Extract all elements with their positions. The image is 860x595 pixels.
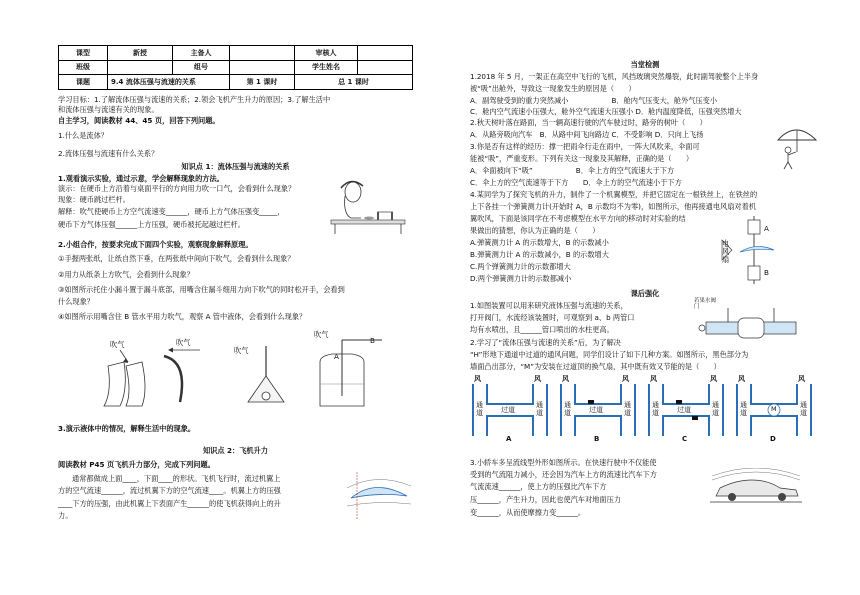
learning-goals-cont: 和流体压强与流速有关的现象。 [58, 105, 159, 114]
experiment-4: ④如图所示用嘴含住 B 管水平用力吹气，观察 A 管中液体，会看到什么现象？ [58, 312, 307, 321]
right-column [470, 0, 820, 595]
test-q1-cont: 被“吸”出舱外，导致这一现象发生的原因是（ ） [470, 84, 636, 93]
tunnel-option-c [646, 376, 726, 446]
experiment-1: ①手握两张纸，让纸自然下垂，在两张纸中间向下吹气，会看到什么现象？ [58, 254, 295, 263]
test-q4-cont2: 翼吹风，下面是该同学在不考虑模型在水平方向的移动时对实验的结 [470, 214, 686, 223]
test-q1-ab: A．副驾驶受到的重力突然减小 B．舱内气压变大，舱外气压变小 [470, 96, 718, 105]
wind-label: 风 [738, 375, 745, 383]
blow-label-4: 吹气 [314, 330, 329, 339]
header-cell: 主备人 [173, 46, 230, 61]
test-q4: 4.某同学为了探究飞机的升力，制作了一个机翼模型，并把它固定在一根铁丝上，在铁丝的 [470, 190, 758, 199]
test-q3-cd: C．伞上方的空气流速等于下方 D．伞上方的空气流速小于下方 [470, 178, 682, 187]
corridor-label: 过道 [501, 406, 515, 414]
blow-label-3: 吹气 [234, 346, 249, 355]
phenomenon-text: 现象：硬币跳过栏杆。 [58, 195, 130, 204]
wind-label: 风 [710, 375, 717, 383]
left-column [58, 0, 413, 595]
experiment-3: ③如图所示托住小漏斗置于漏斗底部，用嘴含住漏斗细用力向下吹气的同时松开手，会看到 [58, 285, 345, 294]
group-heading: 2.小组合作，按要求完成下面四个实验，观察现象解释原理。 [58, 240, 253, 249]
test-q3-cont: 能被“吸”，严重变形。下列有关这一现象及其解释，正确的是（ ） [470, 154, 694, 163]
passage-label: 通道 [712, 401, 719, 417]
option-letter: C [682, 435, 688, 443]
fan-m-label: M [771, 405, 777, 413]
test-q4-b: B.弹簧测力计 A 的示数减小，B 的示数增大 [470, 250, 609, 259]
passage-label: 通道 [800, 401, 807, 417]
corridor-label: 过道 [677, 406, 691, 414]
question-2: 2.流体压强与流速有什么关系？ [58, 149, 159, 158]
after-q2: 2.学习了“流体压强与流速的关系”后，为了解决 [470, 338, 621, 347]
after-q2-cont: “H”形地下通道中过道的通风问题，同学们设计了如下几种方案。如图所示，黑色部分为 [470, 350, 749, 359]
scale-b-label: B [764, 268, 769, 277]
car-illustration [706, 468, 806, 508]
test-q2: 2.秋天树叶落在路面，当一辆高速行驶的汽车驶过时，路旁的树叶（ ） [470, 118, 707, 127]
test-q4-cont1: 上下各挂一个弹簧测力计(开始时 A，B 示数均不为零)，如图所示，他再接通电风扇对着机 [470, 202, 756, 211]
learning-goals: 学习目标：1.了解流体压强与流速的关系；2.领会飞机产生升力的原因；3.了解生活中 [58, 95, 331, 104]
header-cell: 学生姓名 [295, 60, 358, 75]
tunnel-option-d [734, 376, 814, 446]
fan-label: 电风扇 [722, 239, 730, 264]
header-cell [358, 46, 413, 61]
tube-a-label: A [334, 352, 339, 361]
test-q3-ab: A．伞面被向下“吸” B．伞上方的空气流速大于下方 [470, 166, 675, 175]
tunnel-option-a [470, 376, 550, 446]
after-q3: 3.小轿车多呈流线型外形如图所示。在快速行驶中不仅能使 [470, 458, 657, 467]
option-letter: D [770, 435, 776, 443]
header-cell: 新授 [108, 46, 173, 61]
test-q4-d: D.两个弹簧测力计的示数都减小 [470, 274, 572, 283]
option-letter: B [594, 435, 600, 443]
experiment-3-cont: 什么现象？ [58, 297, 94, 306]
wind-label: 风 [622, 375, 629, 383]
test-q4-c: C.两个弹簧测力计的示数都增大 [470, 262, 571, 271]
experiments-illustration [98, 332, 398, 410]
question-3: 3.演示液体中的情况，解释生活中的现象。 [58, 424, 196, 433]
header-cell: 9.4 流体压强与流速的关系 [108, 75, 230, 90]
after-q1-cont2: 均有水喷出，且______管口喷出的水柱更高。 [470, 325, 614, 334]
umbrella-illustration [770, 122, 820, 170]
wind-label: 风 [798, 375, 805, 383]
test-q2-options: A．从路旁吸向汽车 B．从路中间飞向路边 C．不受影响 D．只向上飞扬 [470, 130, 704, 139]
option-letter: A [506, 435, 512, 443]
wing-line-4: 力。 [58, 511, 73, 520]
pipe-illustration [698, 304, 802, 346]
after-q1-cont: 打开阀门，水流经该装置时，可观察到 a、b 两管口 [470, 313, 635, 322]
wing-line-3: ____下方的压强，由此机翼上下表面产生______的使飞机获得向上的升 [58, 499, 281, 508]
in-class-test-heading: 当堂检测 [630, 60, 660, 69]
tunnel-option-b [558, 376, 638, 446]
wing-line-1: 通常都做成上面____，下面____的形状。飞机飞行时，流过机翼上 [72, 474, 281, 483]
header-cell [108, 60, 173, 75]
wind-label: 风 [650, 375, 657, 383]
header-cell: 审核人 [295, 46, 358, 61]
valve-label: 若果水阀门 [694, 298, 717, 311]
wing-illustration [345, 470, 413, 522]
header-row-3 [59, 75, 413, 90]
observe-heading: 1.观看演示实验，通过示意，学会解释现象的方法。 [58, 174, 224, 183]
tube-b-label: B [370, 336, 375, 345]
header-cell [358, 60, 413, 75]
passage-label: 通道 [624, 401, 631, 417]
passage-label: 通道 [652, 401, 659, 417]
header-cell: 第 1 课时 [230, 75, 295, 90]
header-cell [230, 46, 295, 61]
wind-label: 风 [534, 375, 541, 383]
explanation-line-1: 解释：吹气使硬币上方空气流速变______，硬币上方气体压强变_____， [58, 207, 285, 216]
test-q4-cont3: 果做出的猜想，你认为正确的是（ ） [470, 226, 600, 235]
explanation-line-2: 硬币下方气体压强______上方压强，硬币被托起越过栏杆。 [58, 220, 245, 229]
header-table [58, 45, 413, 90]
header-cell: 班级 [59, 60, 108, 75]
tunnel-options [470, 376, 820, 446]
passage-label: 通道 [476, 401, 483, 417]
blow-label-2: 吹气 [176, 338, 191, 347]
corridor-label: 过道 [589, 406, 603, 414]
knowledge-point-2: 知识点 2：飞机升力 [202, 446, 268, 455]
question-1: 1.什么是流体？ [58, 131, 108, 140]
after-q1: 1.如图装置可以用来研究液体压强与流速的关系， [470, 301, 628, 310]
test-q4-a: A.弹簧测力计 A 的示数增大，B 的示数减小 [470, 238, 609, 247]
test-q3: 3.你是否有这样的经历：撑一把雨伞行走在雨中，一阵大风吹来，伞面可 [470, 142, 700, 151]
after-q3-cont2: 气流流速______，使上方的压强比汽车下方 [470, 482, 607, 491]
passage-label: 通道 [564, 401, 571, 417]
wing-line-2: 方的空气流速______，流过机翼下方的空气流速____。机翼上方的压强 [58, 486, 281, 495]
experiment-2: ②用力从纸条上方吹气，会看到什么现象？ [58, 270, 194, 279]
after-q3-cont4: 变______，从而使摩擦力变______。 [470, 508, 586, 517]
after-q2-cont2: 墙面凸出部分，“M”为安装在过道顶的换气扇，其中既有效又节能的是（ ） [470, 362, 721, 371]
wind-label: 风 [474, 375, 481, 383]
header-cell: 组号 [173, 60, 230, 75]
scale-a-label: A [764, 224, 769, 233]
header-row-2 [59, 60, 413, 75]
test-q1-cd: C．舱内空气流速小压强大，舱外空气流速大压强小 D．舱内温度降低，压强突然增大 [470, 107, 742, 116]
wind-label: 风 [562, 375, 569, 383]
header-cell: 课题 [59, 75, 108, 90]
after-q3-cont3: 压______，产生升力，因此也使汽车对地面压力 [470, 495, 621, 504]
passage-label: 通道 [536, 401, 543, 417]
self-study-heading: 自主学习，阅读教材 44、45 页，回答下列问题。 [58, 116, 220, 125]
after-q3-cont: 受到的气流阻力减小，还会因为汽车上方的流速比汽车下方 [470, 470, 657, 479]
blow-label-1: 吹气 [110, 340, 125, 349]
passage-label: 通道 [740, 401, 747, 417]
header-row-1 [59, 46, 413, 61]
read-heading: 阅读教材 P45 页飞机升力部分，完成下列问题。 [58, 460, 215, 469]
test-q1: 1.2018 年 5 月，一架正在高空中飞行的飞机，风挡玻璃突然爆裂，此时副驾驶整个上半身 [470, 72, 759, 81]
knowledge-point-1: 知识点 1：流体压强与流速的关系 [181, 162, 290, 171]
header-cell: 总 1 课时 [295, 75, 413, 90]
demo-text: 演示：在硬币上方沿着与桌面平行的方向用力吹一口气，会看到什么现象？ [58, 184, 296, 193]
after-class-heading: 课后强化 [630, 289, 660, 298]
header-cell: 课型 [59, 46, 108, 61]
coin-blow-illustration [321, 178, 411, 236]
header-cell [230, 60, 295, 75]
